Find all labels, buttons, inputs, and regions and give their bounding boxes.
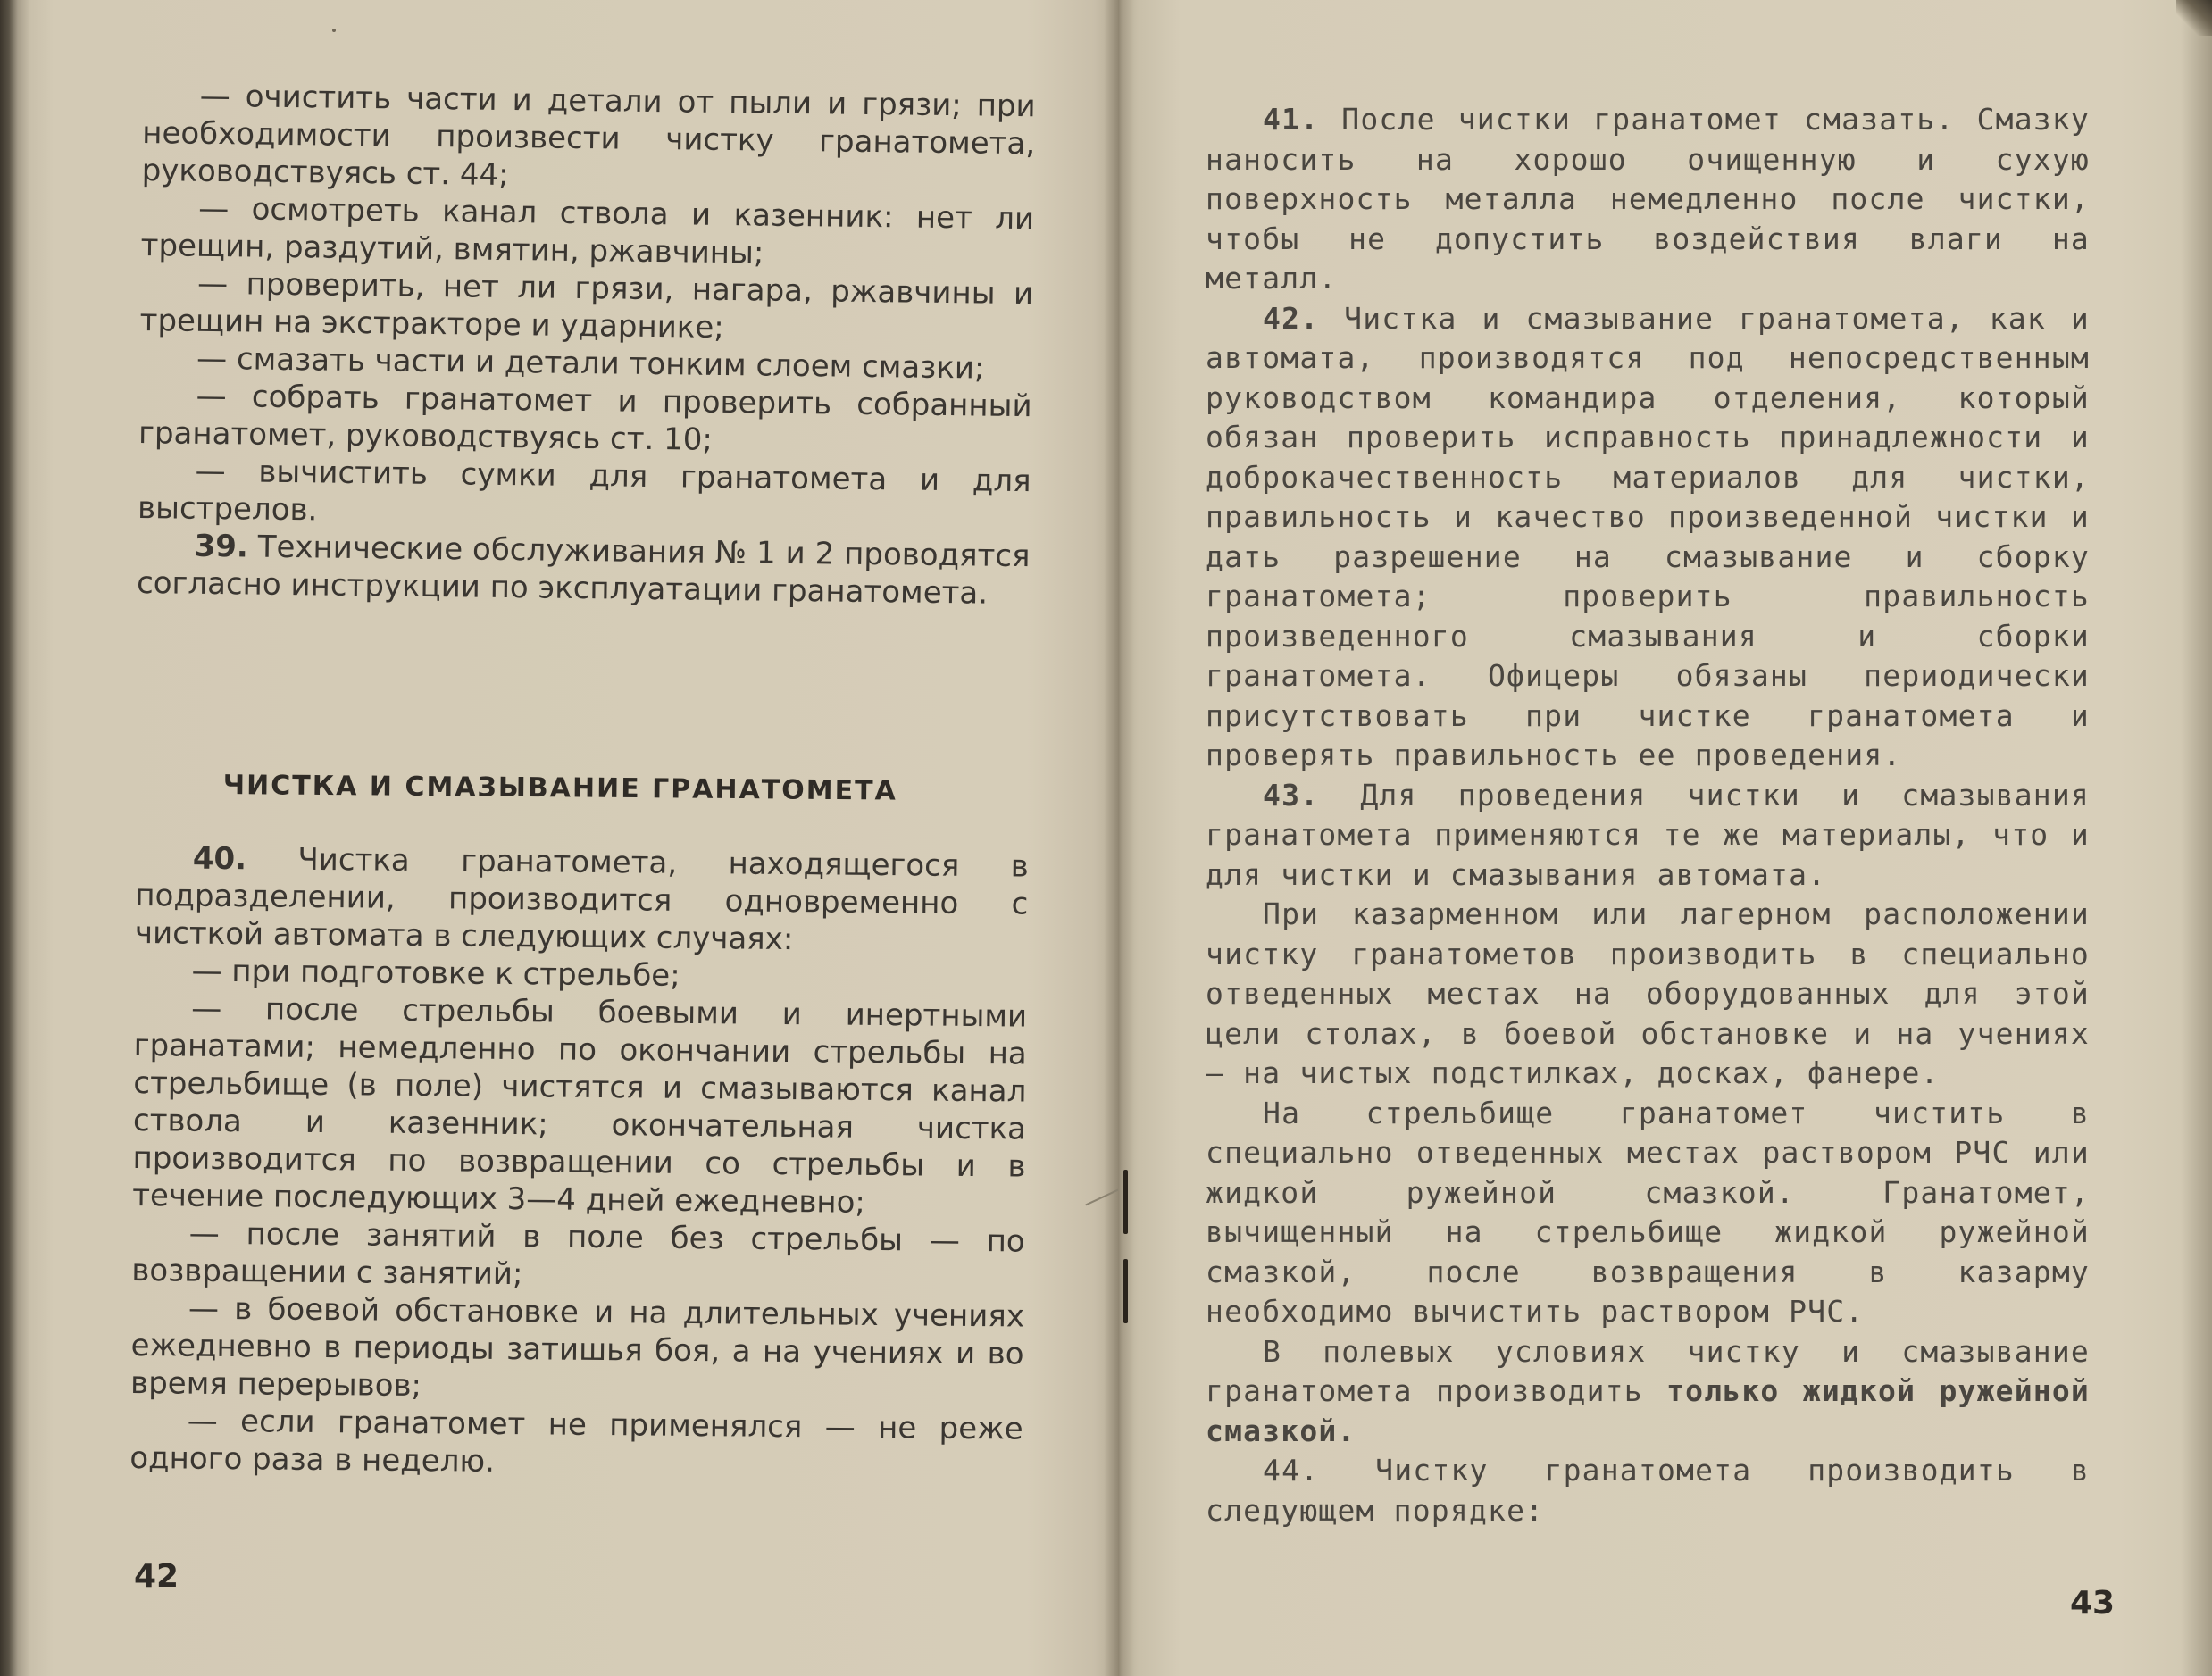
binding-staple: [1123, 1259, 1128, 1323]
checklist-item: — осмотреть канал ствола и казенник: нет ли трещин, раздутий, вмятин, ржавчины;: [140, 190, 1035, 271]
paragraph-text: Для проведения чистки и смазывания гранатомета применяются те же материалы, что и для чистки и смазывания автомата.: [1206, 777, 2090, 892]
case-item: — если гранатомет не применялся — не реже одного раза в неделю.: [129, 1403, 1023, 1480]
paragraph-39: [137, 527, 1031, 613]
paragraph-number: 40.: [192, 840, 247, 878]
left-lower-text: [129, 839, 1029, 1486]
paragraph-43-field: [1206, 1332, 2090, 1452]
paragraph-text: Чистка и смазывание гранатомета, как и автомата, производятся под непосредственным руководством командира отделения, который обязан проверить исправность принадлежности и доброкачественность материалов для чистки, правильность и качество произведенной чистки и дать разрешение на смазывание и сборку гранатомета; проверить правильность произведенного смазывания и сборки гранатомета. Офицеры обязаны периодически присутствовать при чистке гранатомета и проверять правильность ее проведения.: [1206, 300, 2090, 772]
paragraph-40: [135, 839, 1029, 961]
paragraph-number: 41.: [1263, 102, 1320, 137]
paragraph-text: Чистка гранатомета, находящегося в подразделении, производится одновременно с чисткой автомата в следующих случаях:: [134, 841, 1029, 958]
paragraph-43: [1206, 776, 2090, 896]
page-corner-shadow: [2176, 0, 2212, 36]
checklist-item: — вычистить сумки для гранатомета и для выстрелов.: [137, 453, 1031, 529]
checklist-item: — очистить части и детали от пыли и грязи; при необходимости произвести чистку гранатомета, руководствуясь ст. 44;: [141, 78, 1036, 194]
paragraph-41: [1206, 100, 2090, 299]
paragraph-42: [1206, 299, 2090, 776]
case-item: — в боевой обстановке и на длительных учениях ежедневно в периоды затишья боя, а на учениях и во время перерывов;: [129, 1290, 1025, 1405]
case-item: — при подготовке к стрельбе;: [191, 953, 680, 994]
paragraph-number: 42.: [1263, 300, 1320, 336]
paragraph-text: В полевых условиях чистку и смазывание гранатомета производить: [1206, 1333, 2090, 1408]
paragraph-44: [1206, 1451, 2090, 1530]
binding-gutter: [1104, 0, 1134, 1676]
paragraph-number: 43.: [1263, 777, 1320, 813]
right-text: [1206, 100, 2090, 1530]
paragraph-number: 39.: [194, 528, 249, 565]
case-item: — после стрельбы боевыми и инертными гранатами; немедленно по окончании стрельбы на стрельбище (в поле) чистятся и смазываются канал ствола и казенник; окончательная чистка производится по возвращении со стрельбы и в течение последующих 3—4 дней ежедневно;: [131, 990, 1028, 1221]
checklist-item: — собрать гранатомет и проверить собранный гранатомет, руководствуясь ст. 10;: [138, 378, 1032, 458]
paper-speck: [332, 29, 336, 32]
paragraph-number: 44.: [1263, 1453, 1320, 1488]
paragraph-text: После чистки гранатомет смазать. Смазку наносить на хорошо очищенную и сухую поверхность металла немедленно после чистки, чтобы не допустить воздействия влаги на металл.: [1206, 102, 2090, 296]
paragraph-text: Чистку гранатомета производить в следующем порядке:: [1206, 1453, 2090, 1528]
checklist-item: — проверить, нет ли грязи, нагара, ржавчины и трещин на экстракторе и ударнике;: [139, 265, 1034, 346]
emphasized-text: только жидкой ружейной смазкой.: [1206, 1373, 2090, 1448]
binding-staple: [1123, 1170, 1128, 1234]
page-number-left: 42: [134, 1558, 179, 1595]
checklist-item: — смазать части и детали тонким слоем смазки;: [196, 340, 985, 387]
section-heading: ЧИСТКА И СМАЗЫВАНИЕ ГРАНАТОМЕТА: [222, 770, 897, 807]
paragraph-43-range: На стрельбище гранатомет чистить в специально отведенных местах раствором РЧС или жидкой ружейной смазкой. Гранатомет, вычищенный на стрельбище жидкой ружейной смазкой, после возвращения в казарму необходимо вычистить раствором РЧС.: [1206, 1095, 2090, 1329]
case-item: — после занятий в поле без стрельбы — по возвращении с занятий;: [131, 1215, 1025, 1293]
paragraph-text: Технические обслуживания № 1 и 2 проводятся согласно инструкции по эксплуатации гранатомета.: [136, 529, 1031, 612]
left-upper-text: [137, 77, 1036, 613]
page-number-right: 43: [2070, 1585, 2116, 1622]
paragraph-43-barracks: При казарменном или лагерном расположении чистку гранатометов производить в специально отведенных местах на оборудованных для этой цели столах, в боевой обстановке и на учениях — на чистых подстилках, досках, фанере.: [1206, 896, 2090, 1090]
